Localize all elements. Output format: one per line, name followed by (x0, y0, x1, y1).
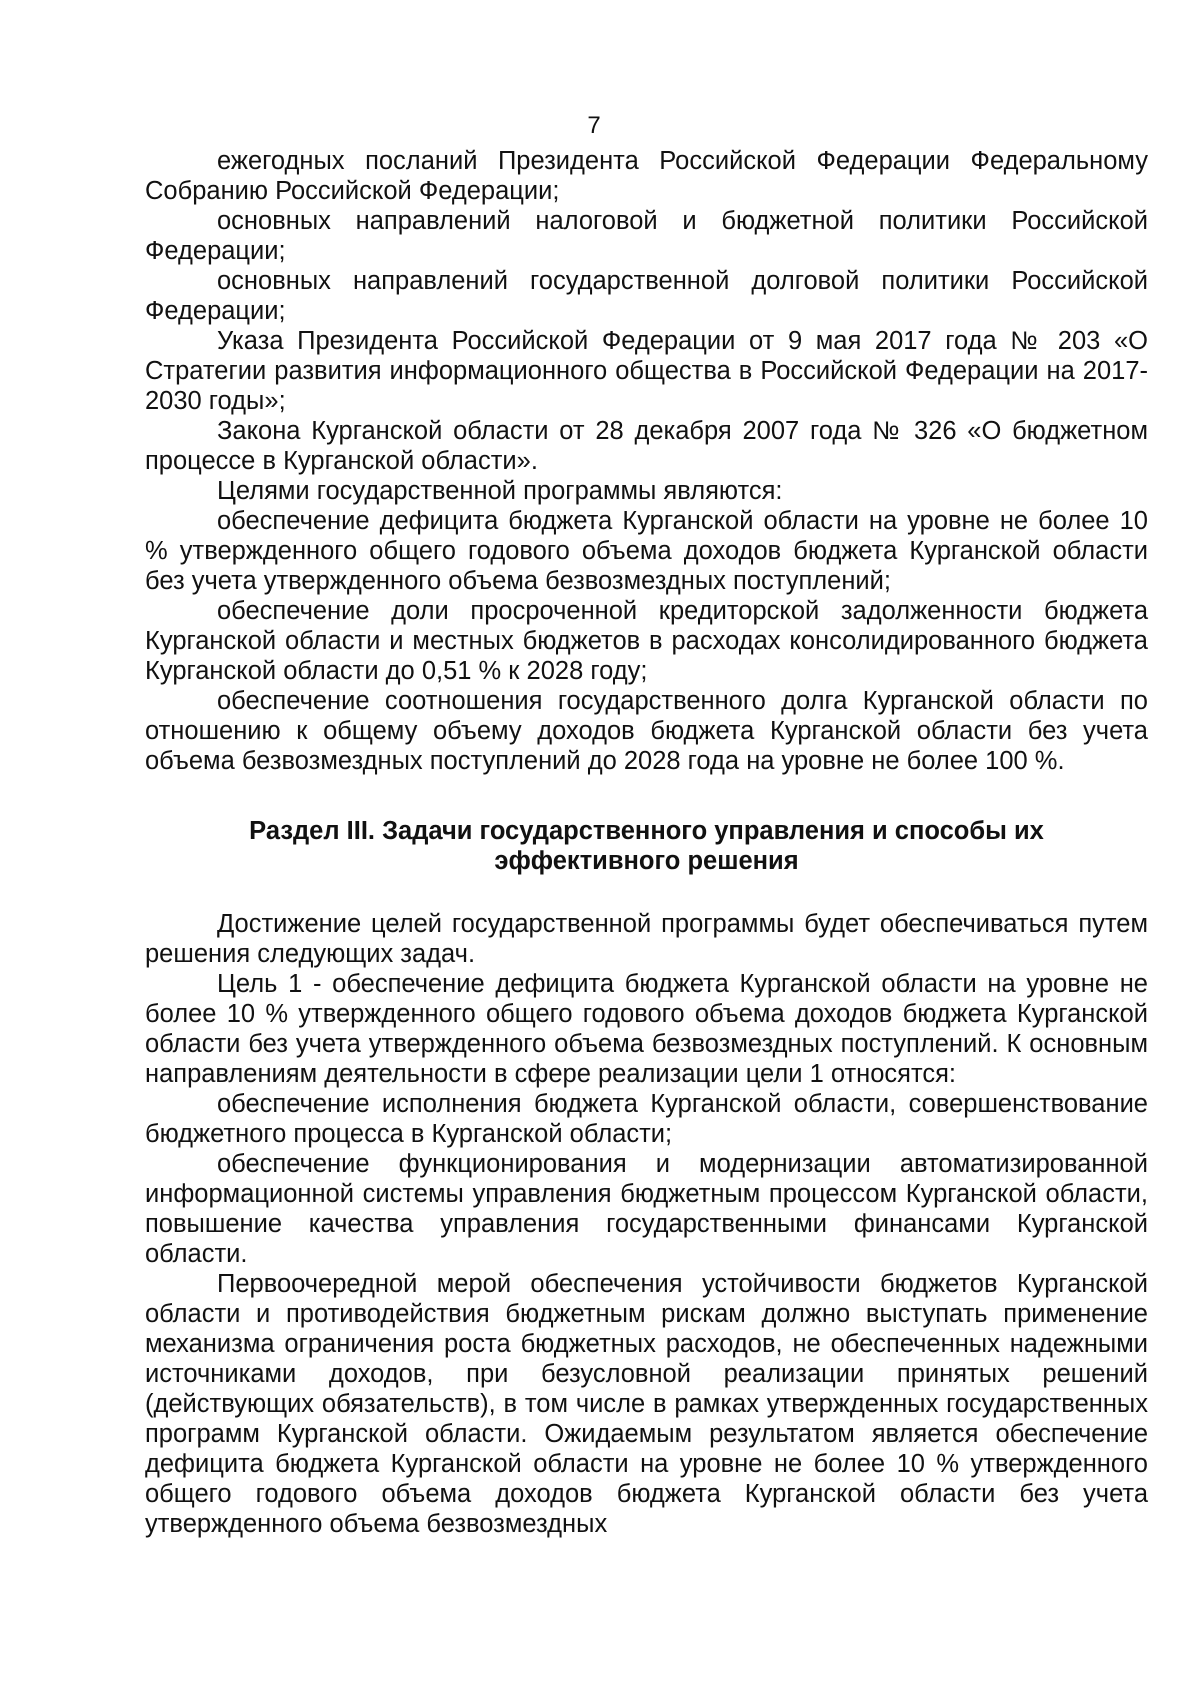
paragraph: обеспечение исполнения бюджета Курганской области, совершенствование бюджетного процесса в Курганской области; (145, 1090, 1148, 1148)
paragraph: ежегодных посланий Президента Российской Федерации Федеральному Собранию Российской Федерации; (145, 147, 1148, 205)
paragraph: Цель 1 - обеспечение дефицита бюджета Курганской области на уровне не более 10 % утвержденного общего годового объема доходов бюджета Курганской области без учета утвержденного объема безвозмездных поступлений. К основным направлениям деятельности в сфере реализации цели 1 относятся: (145, 970, 1148, 1088)
paragraph: Целями государственной программы являются: (217, 477, 783, 505)
paragraph: обеспечение функционирования и модернизации автоматизированной информационной системы управления бюджетным процессом Курганской области, повышение качества управления государственными финансами Курганской области. (145, 1150, 1148, 1268)
paragraph: Указа Президента Российской Федерации от 9 мая 2017 года № 203 «О Стратегии развития информационного общества в Российской Федерации на 2017-2030 годы»; (145, 327, 1148, 415)
paragraph: Первоочередной мерой обеспечения устойчивости бюджетов Курганской области и противодействия бюджетным рискам должно выступать применение механизма ограничения роста бюджетных расходов, не обеспеченных надежными источниками доходов, при безусловной реализации принятых решений (действующих обязательств), в том числе в рамках утвержденных государственных программ Курганской области. Ожидаемым результатом является обеспечение дефицита бюджета Курганской области на уровне не более 10 % утвержденного общего годового объема доходов бюджета Курганской области без учета утвержденного объема безвозмездных (145, 1270, 1148, 1538)
paragraph: Достижение целей государственной программы будет обеспечиваться путем решения следующих задач. (145, 910, 1148, 968)
legal-basis-and-goals-text (145, 146, 1148, 776)
section-body-text (145, 909, 1148, 1539)
paragraph: обеспечение доли просроченной кредиторской задолженности бюджета Курганской области и местных бюджетов в расходах консолидированного бюджета Курганской области до 0,51 % к 2028 году; (145, 597, 1148, 685)
paragraph: Закона Курганской области от 28 декабря 2007 года № 326 «О бюджетном процессе в Курганской области». (145, 417, 1148, 475)
section-heading-line: Раздел III. Задачи государственного управления и способы их (249, 817, 1044, 845)
paragraph: обеспечение дефицита бюджета Курганской области на уровне не более 10 % утвержденного общего годового объема доходов бюджета Курганской области без учета утвержденного объема безвозмездных поступлений; (145, 507, 1148, 595)
section-heading (145, 816, 1148, 876)
paragraph: основных направлений государственной долговой политики Российской Федерации; (145, 267, 1148, 325)
page-number: 7 (587, 112, 601, 139)
paragraph: обеспечение соотношения государственного долга Курганской области по отношению к общему объему доходов бюджета Курганской области без учета объема безвозмездных поступлений до 2028 года на уровне не более 100 %. (145, 687, 1148, 775)
section-heading-line: эффективного решения (494, 847, 799, 875)
paragraph: основных направлений налоговой и бюджетной политики Российской Федерации; (145, 207, 1148, 265)
